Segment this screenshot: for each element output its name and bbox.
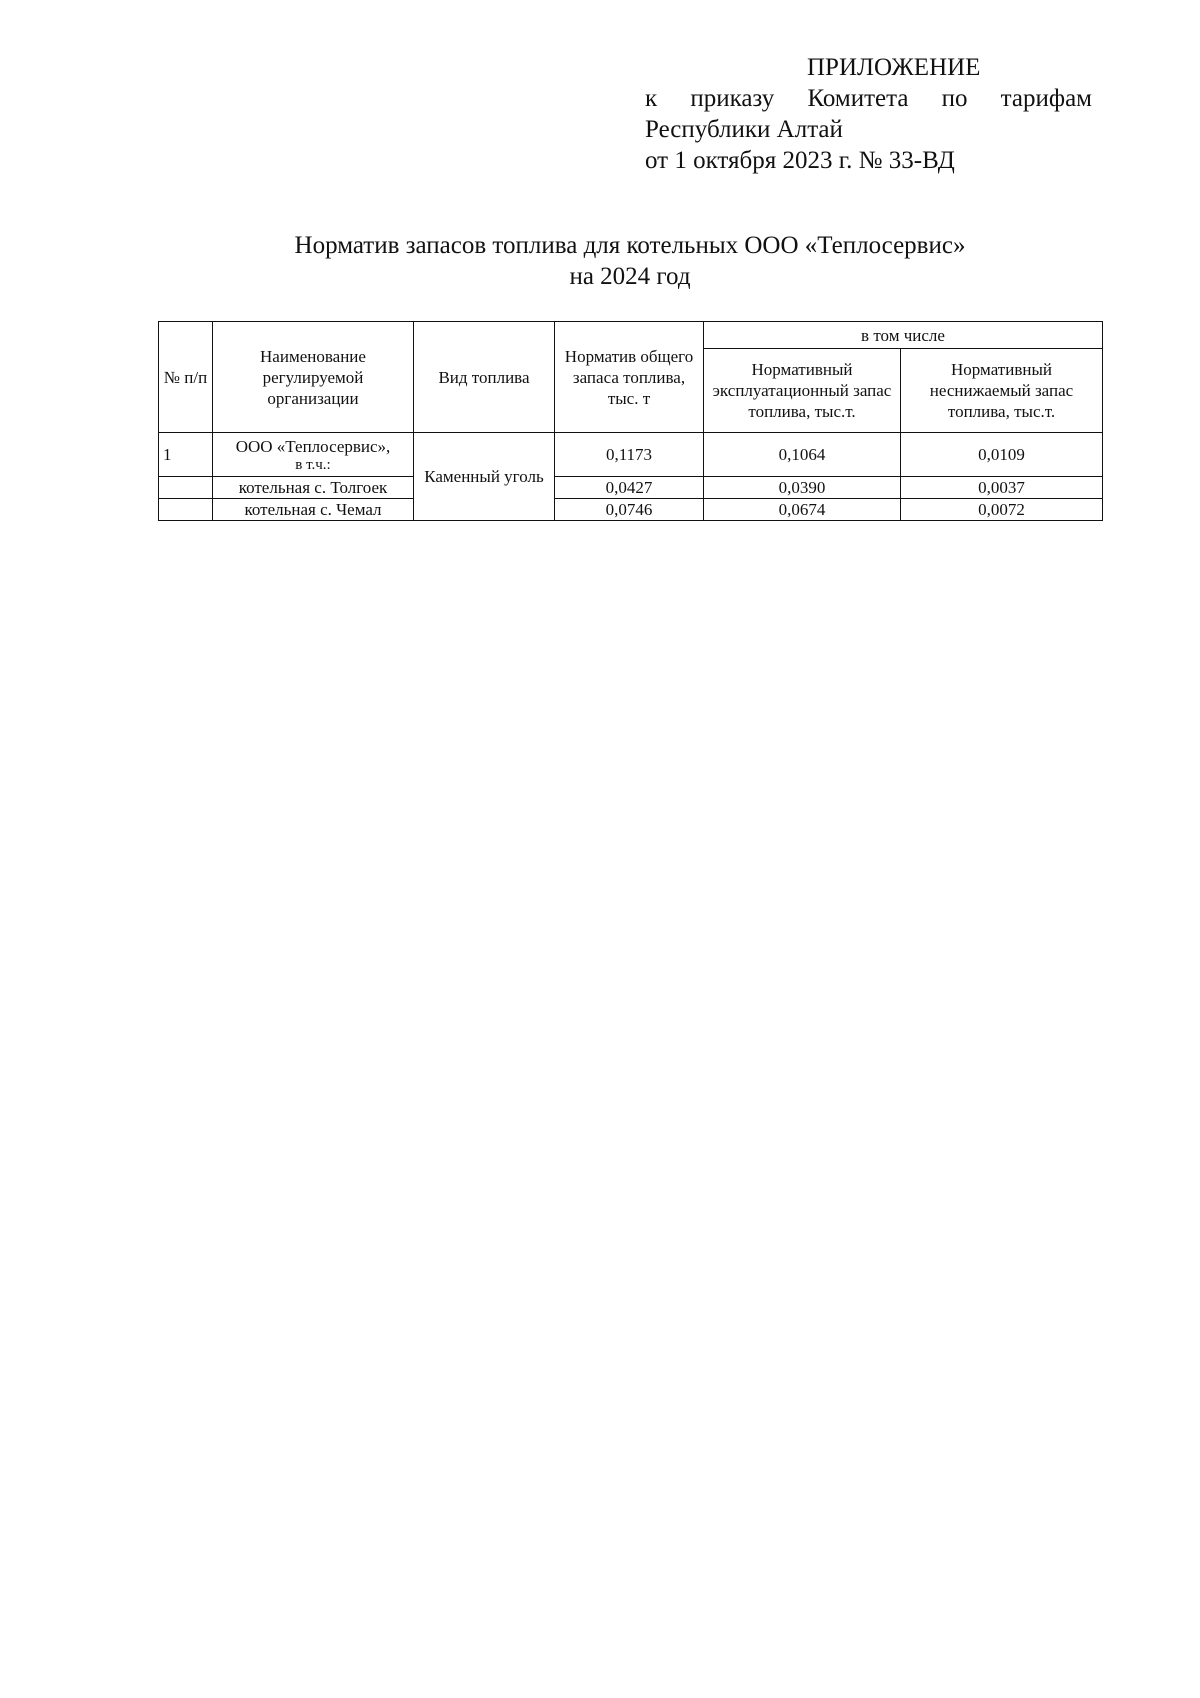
table-row [159, 477, 1103, 499]
appendix-line-2: Республики Алтай [645, 116, 843, 143]
appendix-line-1 [645, 83, 1092, 114]
fuel-reserve-table [158, 321, 1103, 521]
word: Комитета [807, 85, 909, 112]
header-fuel: Вид топлива [414, 322, 555, 433]
document-title [160, 230, 1100, 292]
cell-org [213, 433, 414, 477]
cell-minimum: 0,0109 [901, 433, 1103, 477]
appendix-heading: ПРИЛОЖЕНИЕ [807, 54, 981, 81]
cell-operational: 0,1064 [704, 433, 901, 477]
cell-operational: 0,0390 [704, 477, 901, 499]
cell-minimum: 0,0072 [901, 499, 1103, 521]
header-operational: Нормативный эксплуатационный запас топлива, тыс.т. [704, 349, 901, 433]
cell-org: котельная с. Толгоек [213, 477, 414, 499]
cell-num [159, 499, 213, 521]
table-row [159, 433, 1103, 477]
title-line-1: Норматив запасов топлива для котельных ООО «Теплосервис» [294, 232, 966, 259]
title-line-2: на 2024 год [569, 263, 691, 290]
word: к [645, 85, 658, 112]
header-including: в том числе [704, 322, 1103, 349]
word: тарифам [1000, 85, 1092, 112]
cell-total: 0,0746 [555, 499, 704, 521]
cell-num: 1 [159, 433, 213, 477]
header-total: Норматив общего запаса топлива, тыс. т [555, 322, 704, 433]
org-name: ООО «Теплосервис», [235, 436, 391, 456]
cell-total: 0,0427 [555, 477, 704, 499]
cell-minimum: 0,0037 [901, 477, 1103, 499]
cell-org: котельная с. Чемал [213, 499, 414, 521]
header-minimum: Нормативный неснижаемый запас топлива, тыс.т. [901, 349, 1103, 433]
cell-num [159, 477, 213, 499]
word: приказу [690, 85, 775, 112]
header-num: № п/п [159, 322, 213, 433]
appendix-block [645, 52, 1092, 176]
header-org: Наименование регулируемой организации [213, 322, 414, 433]
cell-fuel: Каменный уголь [414, 433, 555, 521]
appendix-line-3: от 1 октября 2023 г. № 33-ВД [645, 147, 955, 174]
org-sub: в т.ч.: [295, 456, 331, 473]
cell-total: 0,1173 [555, 433, 704, 477]
word: по [941, 85, 968, 112]
cell-operational: 0,0674 [704, 499, 901, 521]
table-row [159, 499, 1103, 521]
